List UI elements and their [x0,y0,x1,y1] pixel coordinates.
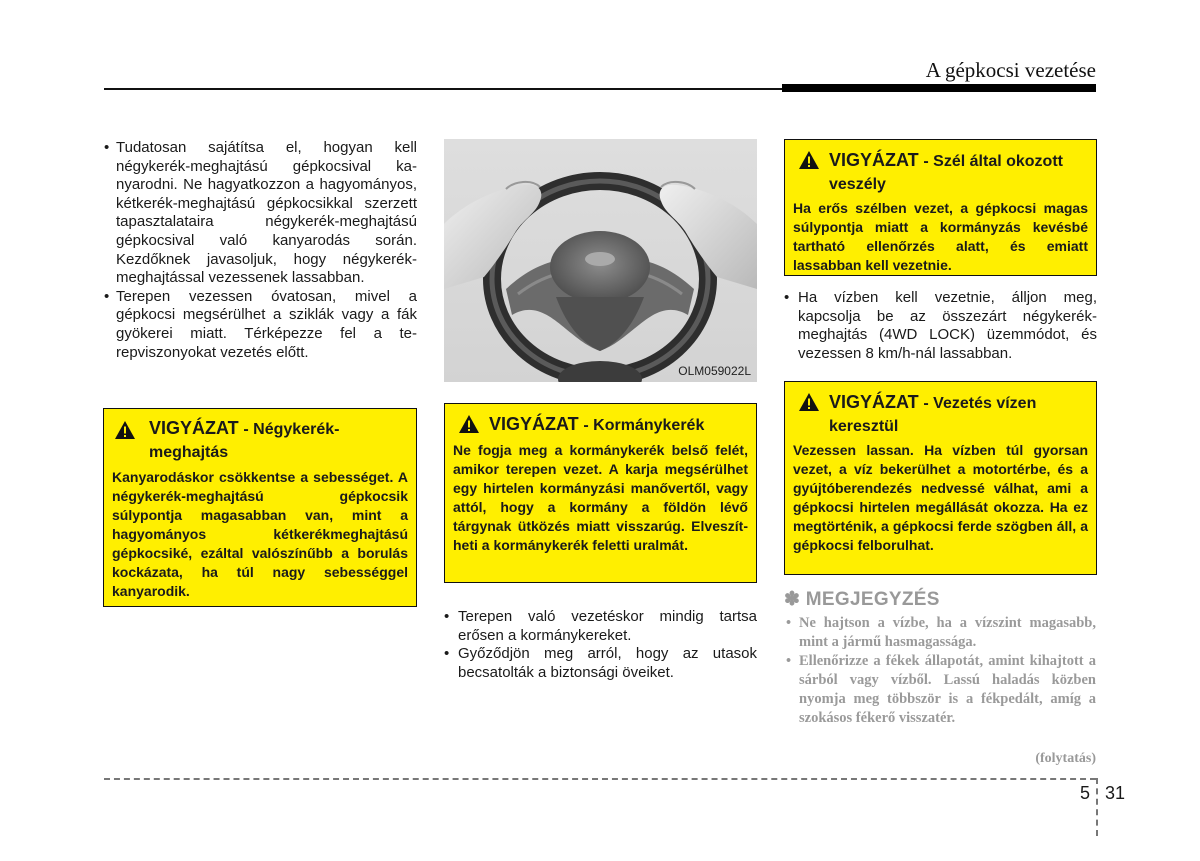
right-bullet-list [784,289,1097,363]
warning-box-steering [444,403,757,583]
note-heading: ✽ MEGJEGYZÉS [784,589,940,610]
note-item: • Ellenőrizze a fékek állapotát, amint kihajtott a sárból vagy vízből. Lassú haladás közben nyomja meg többször is a fékpedált, amíg a szokásos fékerő visszatér. [784,652,1096,728]
middle-bullet-list [444,608,757,682]
warning-title: - Szél által okozott veszély [829,153,1063,193]
warning-box-water [784,381,1097,575]
warning-label: VIGYÁZAT [829,150,919,170]
continued-label: (folytatás) [1035,751,1096,766]
page-number: 31 [1105,783,1126,803]
warning-triangle-icon [799,151,819,169]
warning-title: - Vezetés vízen keresztül [829,395,1037,435]
warning-triangle-icon [799,393,819,411]
right-column-text [784,289,1097,363]
warning-heading [112,417,408,464]
list-item: • Terepen vezessen óvatosan, mivel a gépkocsi megsérülhet a sziklák vagy a fák gyökerei miatt. Térképezze fel a terepviszonyokat vezetés előtt. [104,288,417,362]
warning-title: - Kormánykerék [583,417,705,434]
note-list [784,614,1096,728]
footer-vertical-divider [1096,778,1098,836]
list-item: • Ha vízben kell vezetnie, álljon meg, kapcsolja be az összezárt négykerékmeghajtás (4WD LOCK) üzemmódot, és vezessen 8 km/h-nál lassabban. [784,289,1097,363]
warning-body: Ne fogja meg a kormánykerék belső felét, amikor terepen vezet. A karja megsérülhet egy hirtelen kormányzási manővertől, vagy attól, hogy a kormány a földön lévő tárgynak ütközés miatt visszarúg. Elveszítheti a kormánykerék feletti uralmát. [453,442,748,553]
warning-box-wind [784,139,1097,276]
warning-label: VIGYÁZAT [489,414,579,434]
list-item: • Tudatosan sajátítsa el, hogyan kell négykerék-meghajtású gépkocsival kanyarodni. Ne hagyatkozzon a hagyományos, kétkerék-meghajtású gépkocsikkal szerzett tapasztalataira négykerék-meghajtású gépkocsival való kanyarodás során. Kezdőknek javasoljuk, hogy négykerék-meghajtással vezessenek lassabban. [104,139,417,288]
warning-body: Vezessen lassan. Ha vízben túl gyorsan vezet, a víz bekerülhet a motortérbe, és a gyújtóberendezés nedvessé válhat, ami a gépkocsi hirtelen megállását okozza. Ha ez megtörténik, a gépkocsi ferde szögben áll, a gépkocsi felborulhat. [793,442,1088,553]
warning-box-4wd [103,408,417,607]
warning-heading [453,413,748,437]
warning-triangle-icon [459,415,479,433]
figure-caption: OLM059022L [678,364,751,378]
warning-triangle-icon [115,421,135,439]
middle-column-text [444,608,757,682]
note-item: • Ne hajtson a vízbe, ha a vízszint magasabb, mint a jármű hasmagassága. [784,614,1096,652]
warning-heading [793,391,1088,438]
list-item: • Terepen való vezetéskor mindig tartsa erősen a kormánykereket. [444,608,757,645]
steering-wheel-hands-illustration-icon [444,139,757,382]
left-column [104,139,417,362]
footer-divider [104,778,1096,780]
page-header-title: A gépkocsi vezetése [925,58,1096,82]
steering-wheel-figure [444,139,757,382]
warning-title: - Négykerék-meghajtás [149,421,340,461]
warning-heading [793,149,1088,196]
warning-label: VIGYÁZAT [149,418,239,438]
warning-label: VIGYÁZAT [829,392,919,412]
chapter-number: 5 [1080,783,1091,803]
warning-body: Kanyarodáskor csökkentse a sebességet. A négykerék-meghajtású gépkocsik súlypontja magasabban van, mint a hagyományos kétkerékmeghajtású gépkocsiké, ezáltal valószínűbb a borulás kockázata, ha túl nagy sebességgel kanyarodik. [112,469,408,599]
warning-body: Ha erős szélben vezet, a gépkocsi magas súlypontja miatt a kormányzás kevésbé tartható ellenőrzés alatt, és emiatt lassabban kell vezetnie. [793,200,1088,273]
list-item: • Győződjön meg arról, hogy az utasok becsatolták a biztonsági öveiket. [444,645,757,682]
header-rule-accent [782,84,1096,92]
left-bullet-list [104,139,417,362]
